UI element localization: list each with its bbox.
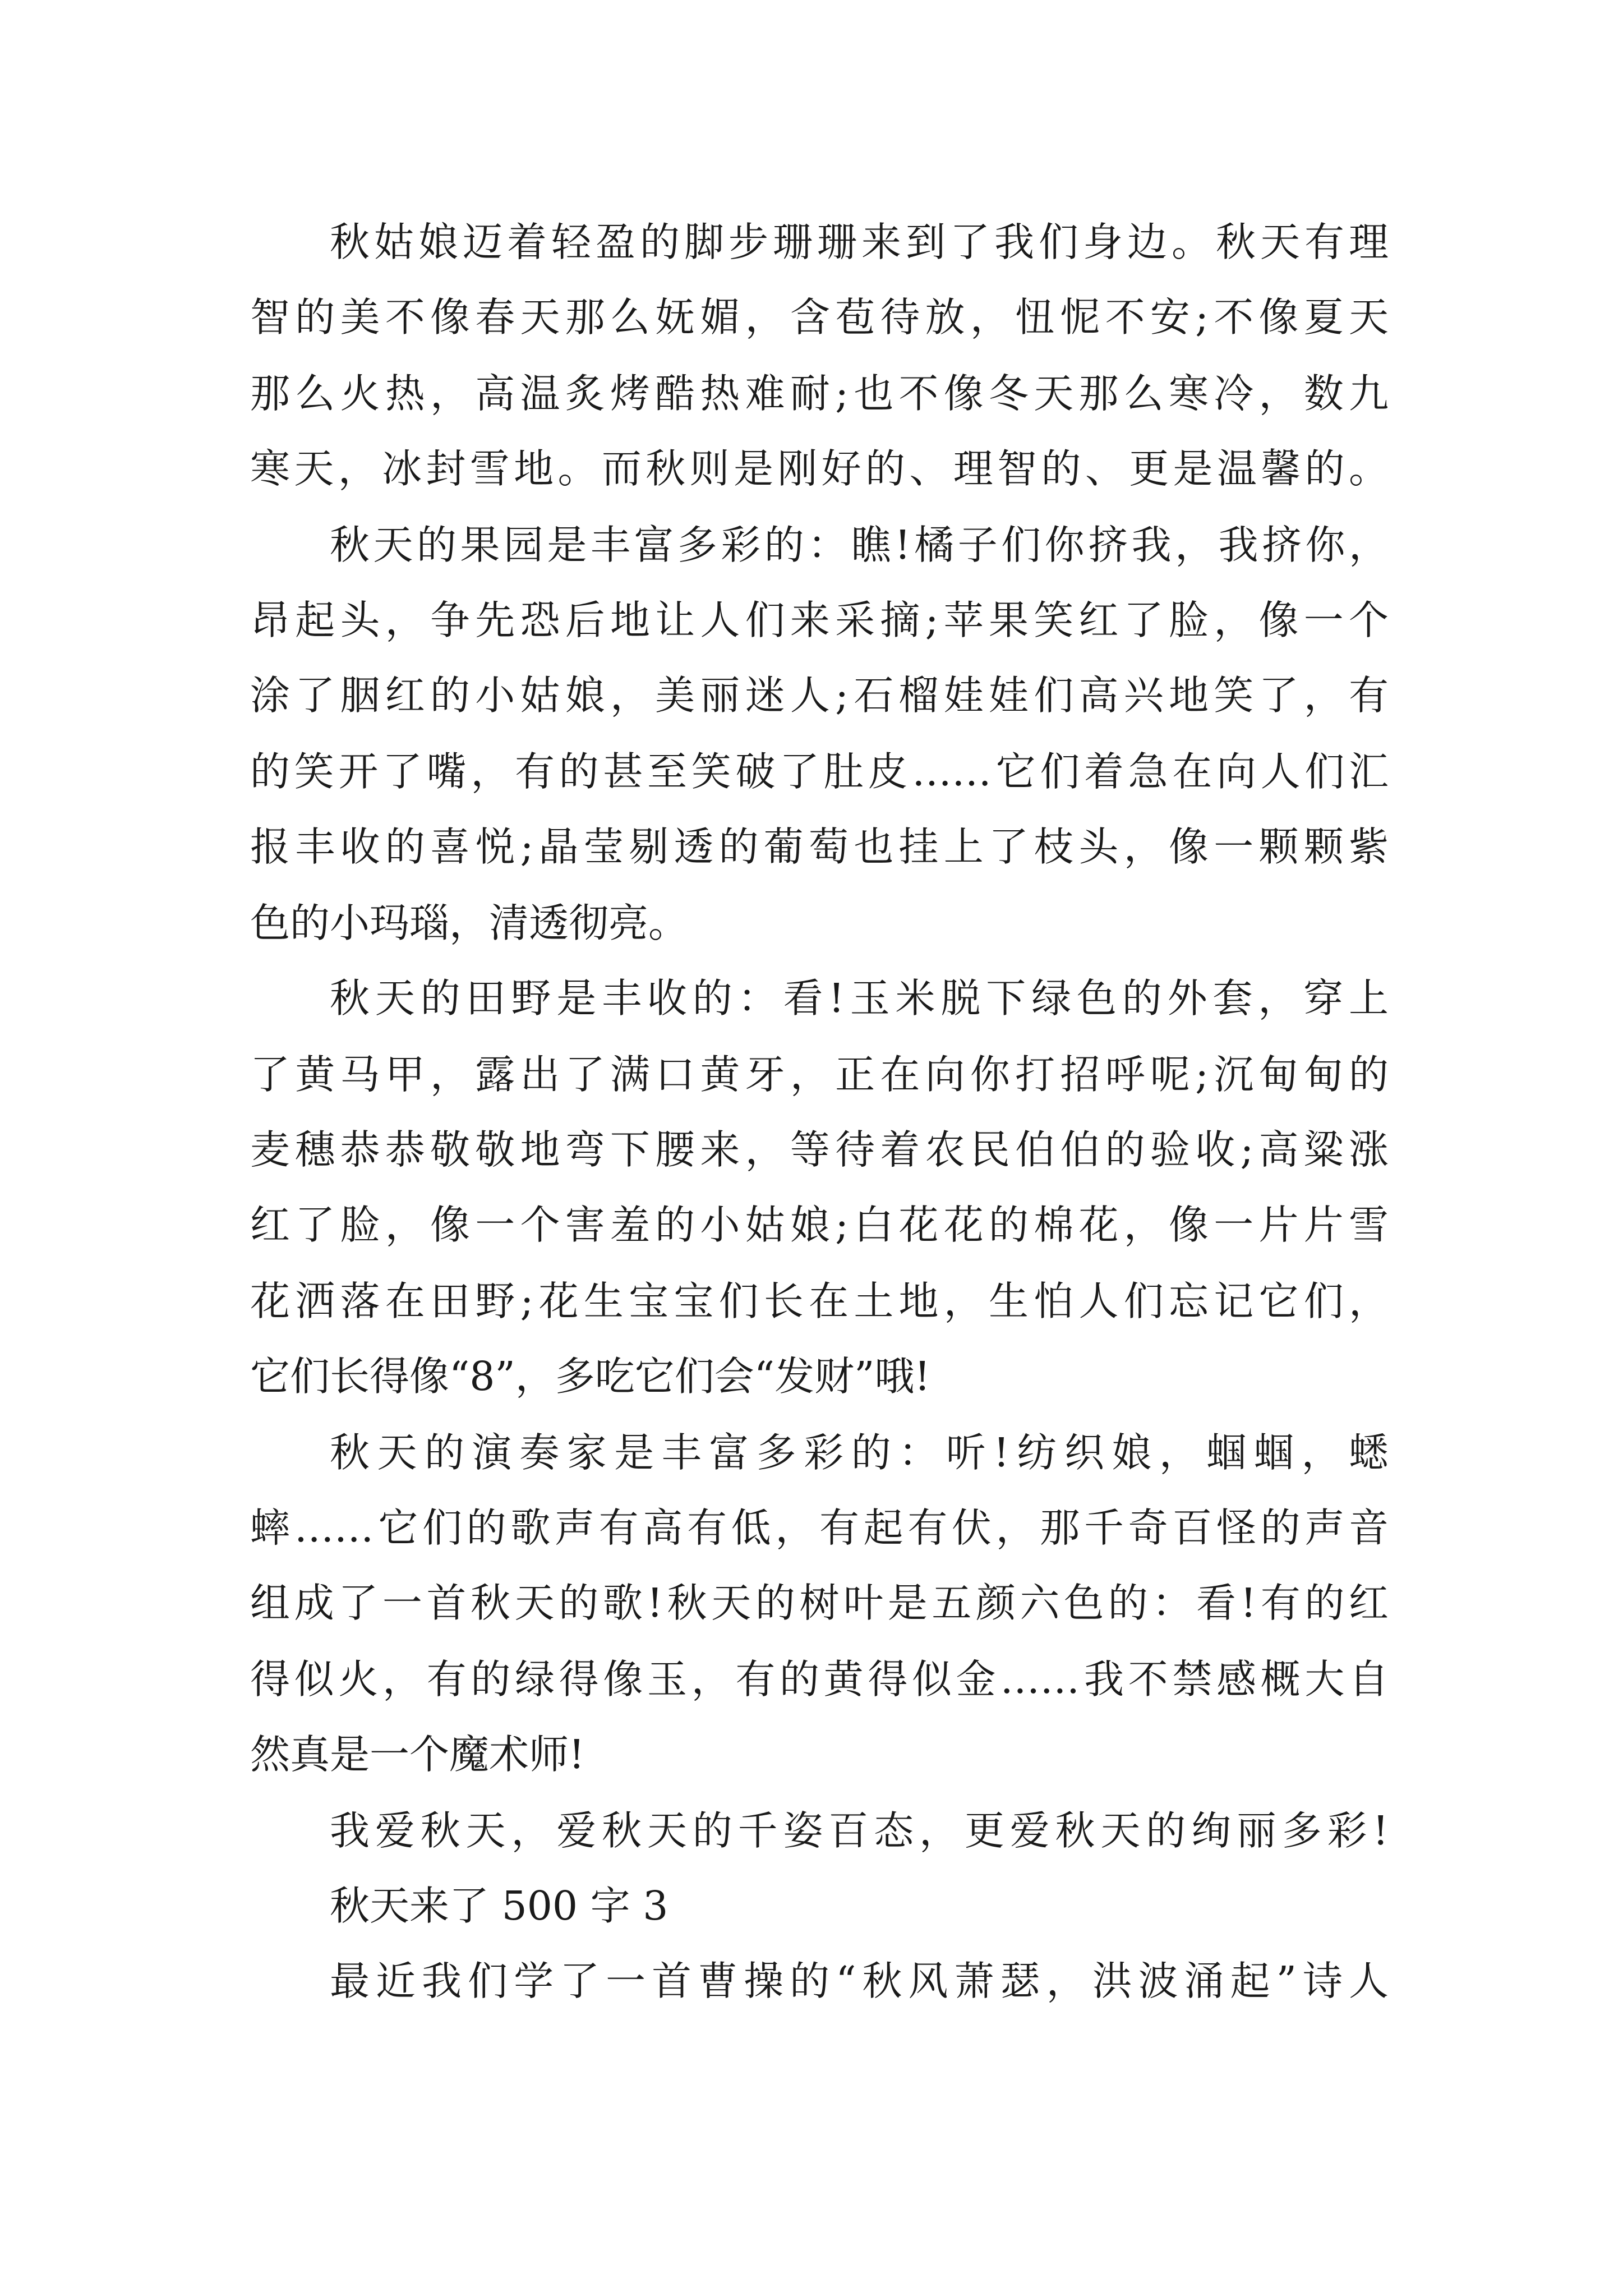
paragraph-4-line-4: 得似火，有的绿得像玉，有的黄得似金……我不禁感概大自 <box>250 1656 1389 1703</box>
paragraph-4-line-3: 组成了一首秋天的歌!秋天的树叶是五颜六色的：看!有的红 <box>250 1580 1389 1626</box>
paragraph-2-line-5: 报丰收的喜悦;晶莹剔透的葡萄也挂上了枝头，像一颗颗紫 <box>250 823 1389 870</box>
paragraph-3-line-4: 红了脸，像一个害羞的小姑娘;白花花的棉花，像一片片雪 <box>250 1202 1389 1248</box>
paragraph-4-line-1: 秋天的演奏家是丰富多彩的：听!纺织娘，蝈蝈，蟋 <box>330 1429 1389 1476</box>
paragraph-1-line-1: 秋姑娘迈着轻盈的脚步珊珊来到了我们身边。秋天有理 <box>330 219 1389 265</box>
paragraph-3-line-1: 秋天的田野是丰收的：看!玉米脱下绿色的外套，穿上 <box>330 975 1389 1022</box>
paragraph-1-line-3: 那么火热，高温炙烤酷热难耐;也不像冬天那么寒冷，数九 <box>250 370 1389 417</box>
paragraph-3-line-6: 它们长得像“8”，多吃它们会“发财”哦! <box>250 1353 930 1400</box>
paragraph-4-line-2: 蟀……它们的歌声有高有低，有起有伏，那千奇百怪的声音 <box>250 1504 1389 1551</box>
paragraph-2-line-2: 昂起头，争先恐后地让人们来采摘;苹果笑红了脸，像一个 <box>250 597 1389 643</box>
paragraph-3-line-3: 麦穗恭恭敬敬地弯下腰来，等待着农民伯伯的验收;高粱涨 <box>250 1126 1389 1173</box>
section-heading: 秋天来了 500 字 3 <box>330 1883 668 1929</box>
paragraph-2-line-3: 涂了胭红的小姑娘，美丽迷人;石榴娃娃们高兴地笑了，有 <box>250 672 1389 719</box>
paragraph-5-line-1: 我爱秋天，爱秋天的千姿百态，更爱秋天的绚丽多彩! <box>330 1807 1389 1854</box>
paragraph-2-line-1: 秋天的果园是丰富多彩的：瞧!橘子们你挤我，我挤你， <box>330 522 1389 568</box>
paragraph-6-line-1: 最近我们学了一首曹操的“秋风萧瑟，洪波涌起”诗人 <box>330 1958 1389 2004</box>
paragraph-2-line-6: 色的小玛瑙，清透彻亮。 <box>250 900 689 946</box>
paragraph-1-line-4: 寒天，冰封雪地。而秋则是刚好的、理智的、更是温馨的。 <box>250 445 1389 492</box>
paragraph-1-line-2: 智的美不像春天那么妩媚，含苞待放，忸怩不安;不像夏天 <box>250 294 1389 341</box>
paragraph-3-line-2: 了黄马甲，露出了满口黄牙，正在向你打招呼呢;沉甸甸的 <box>250 1051 1389 1098</box>
paragraph-3-line-5: 花洒落在田野;花生宝宝们长在土地，生怕人们忘记它们， <box>250 1278 1389 1324</box>
paragraph-2-line-4: 的笑开了嘴，有的甚至笑破了肚皮……它们着急在向人们汇 <box>250 748 1389 795</box>
paragraph-4-line-5: 然真是一个魔术师! <box>250 1731 585 1778</box>
